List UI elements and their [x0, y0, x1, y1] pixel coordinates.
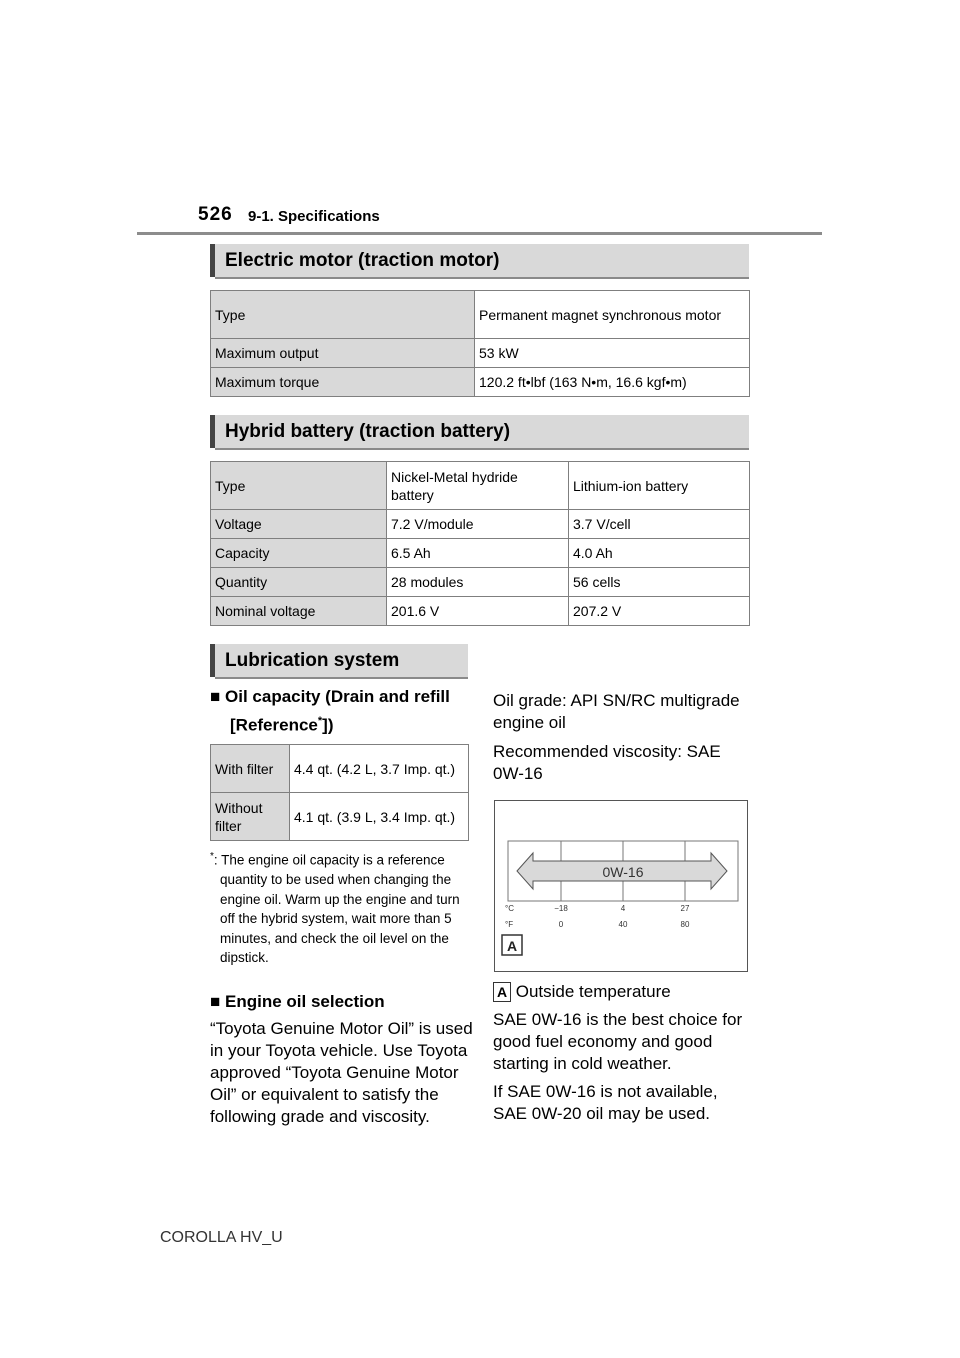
oil-grade-text: Oil grade: API SN/RC multigrade engine oil [493, 691, 740, 732]
row-value: 120.2 ft•lbf (163 N•m, 16.6 kgf•m) [475, 368, 750, 397]
viscosity-chart-svg [495, 801, 747, 971]
table-row [211, 291, 750, 339]
table-row [211, 568, 750, 597]
section-title: Lubrication system [225, 649, 400, 671]
viscosity-text: Recommended viscosity: SAE 0W-16 [493, 742, 721, 783]
row-label: Type [211, 462, 387, 510]
oil-capacity-table [210, 744, 469, 841]
celsius-unit-label: °C [505, 904, 514, 913]
oil-capacity-heading-line2: [Reference*]) [230, 715, 334, 735]
row-value-liion: 207.2 V [569, 597, 750, 626]
viscosity-band-label: 0W-16 [602, 864, 644, 880]
chapter-title: 9-1. Specifications [248, 208, 380, 225]
row-label: Voltage [211, 510, 387, 539]
table-row [211, 793, 469, 841]
celsius-tick-label: −18 [554, 904, 568, 913]
footer-model: COROLLA HV_U [160, 1229, 283, 1246]
table-row [211, 597, 750, 626]
oil-capacity-heading: ■ Oil capacity (Drain and refill [210, 687, 450, 706]
row-value-nimh: 7.2 V/module [387, 510, 569, 539]
row-value: 4.4 qt. (4.2 L, 3.7 Imp. qt.) [290, 745, 469, 793]
electric-motor-table [210, 290, 750, 397]
table-row [211, 339, 750, 368]
best-choice-text: SAE 0W-16 is the best choice for good fuel economy and good starting in cold weather. [493, 1010, 743, 1073]
hybrid-battery-table [210, 461, 750, 626]
square-bullet-icon: ■ [210, 992, 221, 1011]
engine-oil-heading: ■ Engine oil selection [210, 992, 385, 1011]
row-value-nimh: Nickel-Metal hydride battery [387, 462, 569, 510]
figure-callout-letter: A [506, 938, 518, 954]
section-title: Hybrid battery (traction battery) [225, 420, 511, 442]
row-label: Maximum torque [211, 368, 475, 397]
fahrenheit-tick-label: 40 [618, 920, 628, 929]
oil-capacity-footnote: *: The engine oil capacity is a reference quantity to be used when changing the engine oil. Warm up the engine and turn off the hybrid system, wait more than 5 minutes, and check the oil level on the dipstick. [210, 851, 460, 965]
table-row [211, 462, 750, 510]
viscosity-chart [494, 800, 748, 972]
fahrenheit-tick-label: 0 [558, 920, 564, 929]
row-value-nimh: 28 modules [387, 568, 569, 597]
engine-oil-paragraph: “Toyota Genuine Motor Oil” is used in your Toyota vehicle. Use Toyota approved “Toyota Genuine Motor Oil” or equivalent to satisfy the following grade and viscosity. [210, 1019, 473, 1126]
fahrenheit-tick-label: 80 [680, 920, 690, 929]
row-label: Quantity [211, 568, 387, 597]
row-label: Type [211, 291, 475, 339]
celsius-tick-label: 27 [680, 904, 690, 913]
row-value-nimh: 6.5 Ah [387, 539, 569, 568]
row-label: Nominal voltage [211, 597, 387, 626]
callout-legend [493, 981, 749, 1003]
section-lubrication-heading [210, 644, 468, 677]
row-value: 4.1 qt. (3.9 L, 3.4 Imp. qt.) [290, 793, 469, 841]
callout-legend-text: Outside temperature [515, 982, 671, 1001]
row-label: Without filter [211, 793, 290, 841]
callout-letter-box: A [493, 982, 511, 1002]
row-value-liion: 3.7 V/cell [569, 510, 750, 539]
table-row [211, 745, 469, 793]
section-title: Electric motor (traction motor) [225, 249, 500, 271]
table-row [211, 539, 750, 568]
row-label: Capacity [211, 539, 387, 568]
row-label: Maximum output [211, 339, 475, 368]
row-value-nimh: 201.6 V [387, 597, 569, 626]
reference-asterisk: * [317, 715, 323, 727]
alternative-oil-text: If SAE 0W-16 is not available, SAE 0W-20 oil may be used. [493, 1082, 718, 1123]
row-value-liion: Lithium-ion battery [569, 462, 750, 510]
celsius-tick-label: 4 [620, 904, 626, 913]
page-number: 526 [198, 204, 233, 225]
row-value: Permanent magnet synchronous motor [475, 291, 750, 339]
square-bullet-icon: ■ [210, 687, 221, 706]
row-value-liion: 56 cells [569, 568, 750, 597]
row-label: With filter [211, 745, 290, 793]
section-electric-motor-heading [210, 244, 749, 277]
row-value-liion: 4.0 Ah [569, 539, 750, 568]
row-value: 53 kW [475, 339, 750, 368]
header-rule [137, 232, 822, 235]
table-row [211, 510, 750, 539]
section-hybrid-battery-heading [210, 415, 749, 448]
table-row [211, 368, 750, 397]
fahrenheit-unit-label: °F [505, 920, 514, 929]
